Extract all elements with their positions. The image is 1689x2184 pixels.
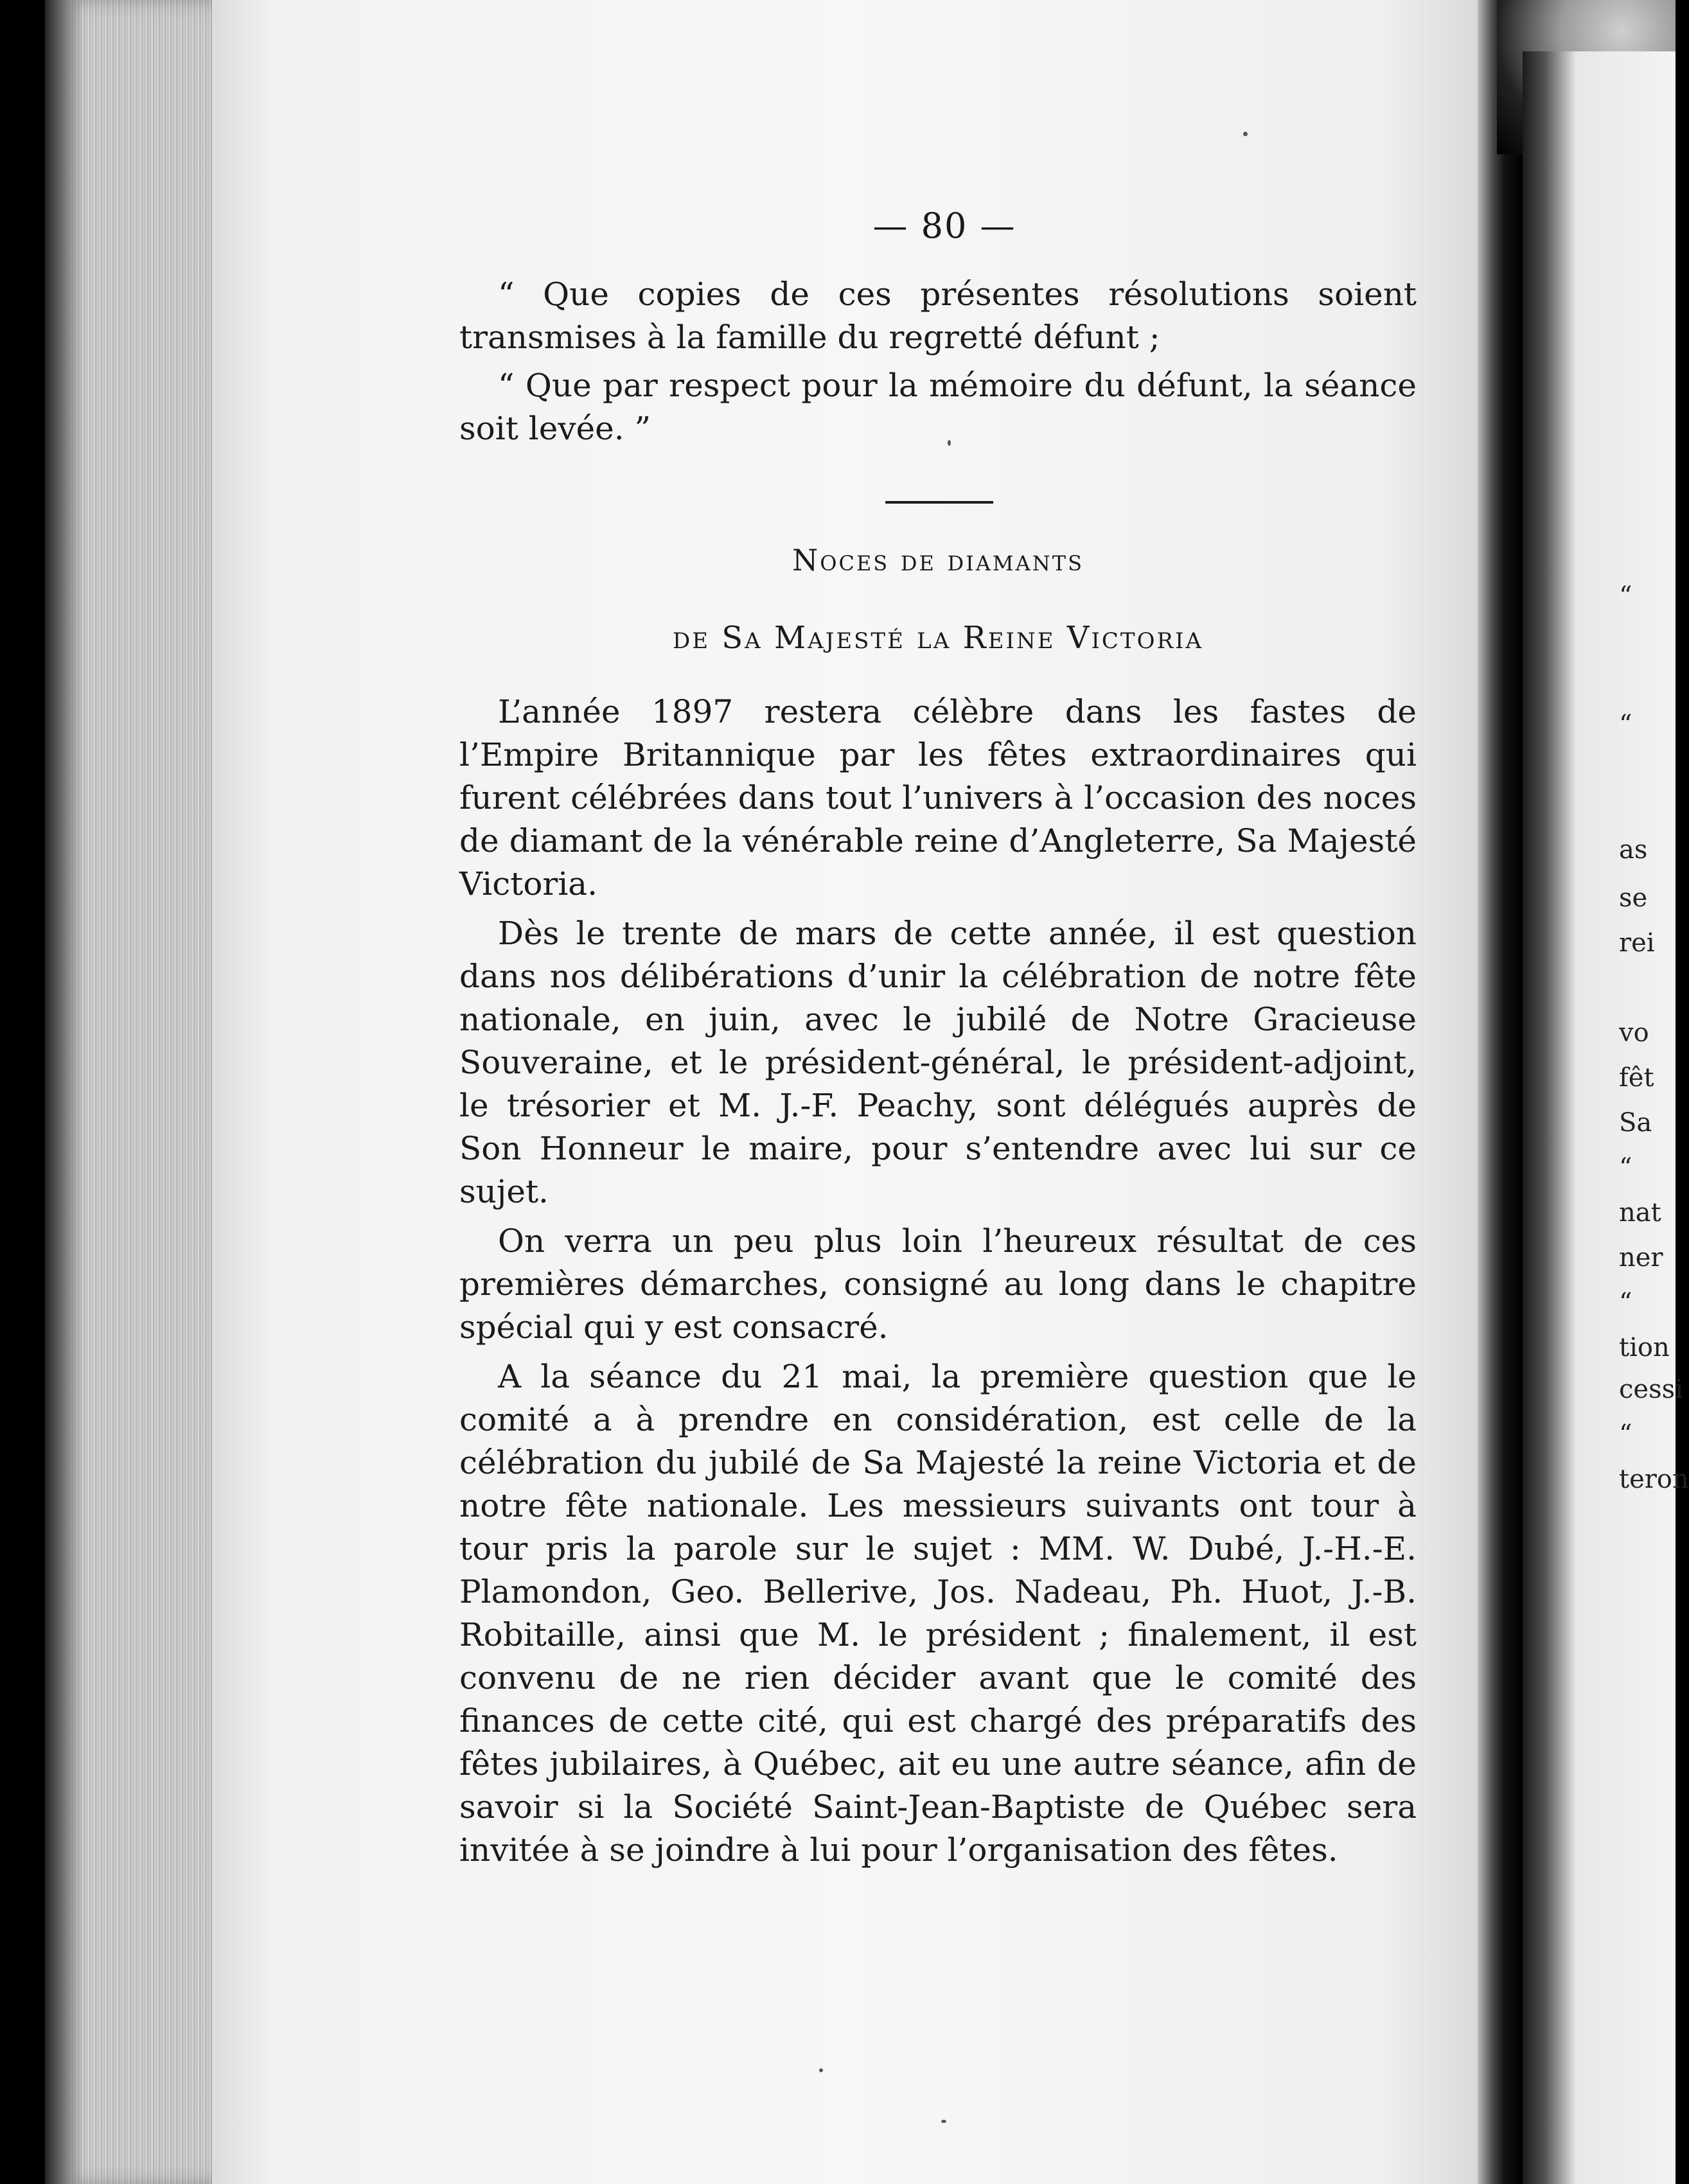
- book-gutter: [1478, 0, 1523, 2184]
- resolution-paragraph: “ Que par respect pour la mémoire du défunt, la séance soit levée. ”: [459, 367, 1417, 447]
- facing-fragment: “: [1619, 1420, 1632, 1449]
- facing-fragment: Sa: [1619, 1108, 1652, 1138]
- book-fore-edge: [45, 0, 238, 2184]
- body-paragraph: Dès le trente de mars de cette année, il est question dans nos délibérations d’unir la célébration de notre fête nationale, en juin, avec le jubilé de Notre Gracieuse Souveraine, et le président-général, le président-adjoint, le trésorier et M. J.-F. Peachy, sont délégués auprès de Son Honneur le maire, pour s’entendre avec lui sur ce sujet.: [459, 915, 1417, 1210]
- facing-fragment: tion: [1619, 1333, 1670, 1362]
- resolution-paragraph: “ Que copies de ces présentes résolutions soient transmises à la famille du regretté défunt ;: [459, 276, 1417, 356]
- facing-fragment: teron: [1619, 1465, 1689, 1494]
- facing-page-text: [1619, 0, 1689, 2184]
- facing-fragment: nat: [1619, 1198, 1661, 1228]
- resolutions-block: [459, 273, 1417, 450]
- facing-fragment: se: [1619, 883, 1648, 913]
- body-text: [459, 691, 1417, 1872]
- facing-fragment: rei: [1619, 928, 1655, 958]
- section-title: Noces de diamants: [791, 543, 1084, 577]
- scan-speck: [819, 2068, 823, 2072]
- facing-fragment: ner: [1619, 1243, 1663, 1273]
- section-divider: [885, 501, 993, 504]
- facing-fragment: as: [1619, 835, 1648, 865]
- page-number: — 80 —: [872, 206, 1016, 246]
- facing-fragment: “: [1619, 1153, 1632, 1183]
- body-paragraph: L’année 1897 restera célèbre dans les fastes de l’Empire Britannique par les fêtes extraordinaires qui furent célébrées dans tout l’univers à l’occasion des noces de diamant de la vénérable reine d’Angleterre, Sa Majesté Victoria.: [459, 693, 1417, 903]
- scan-speck: [941, 2120, 946, 2123]
- scan-speck: [948, 440, 951, 446]
- facing-fragment: vo: [1619, 1018, 1649, 1048]
- facing-fragment: fêt: [1619, 1063, 1654, 1093]
- facing-fragment: “: [1619, 581, 1632, 611]
- body-paragraph: On verra un peu plus loin l’heureux résultat de ces premières démarches, consigné au long dans le chapitre spécial qui y est consacré.: [459, 1222, 1417, 1346]
- body-paragraph: A la séance du 21 mai, la première question que le comité a à prendre en considération, est celle de la célébration du jubilé de Sa Majesté la reine Victoria et de notre fête nationale. Les messieurs suivants ont tour à tour pris la parole sur le sujet : MM. W. Dubé, J.-H.-E. Plamondon, Geo. Bellerive, Jos. Nadeau, Ph. Huot, J.-B. Robitaille, ainsi que M. le président ; finalement, il est convenu de ne rien décider avant que le comité des finances de cette cité, qui est chargé des préparatifs des fêtes jubilaires, à Québec, ait eu une autre séance, afin de savoir si la Société Saint-Jean-Baptiste de Québec sera invitée à se joindre à lui pour l’organisation des fêtes.: [459, 1358, 1417, 1869]
- scan-speck: [1243, 132, 1248, 136]
- facing-fragment: “: [1619, 1288, 1632, 1317]
- facing-fragment: “: [1619, 710, 1632, 739]
- facing-fragment: cessi: [1619, 1375, 1683, 1404]
- section-subtitle: de Sa Majesté la Reine Victoria: [672, 620, 1204, 656]
